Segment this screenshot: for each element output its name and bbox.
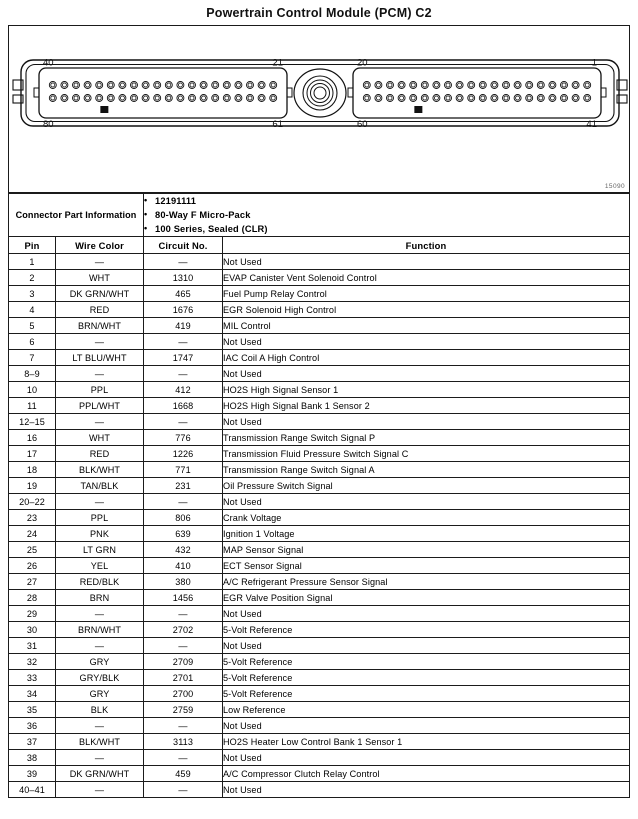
cell-pin: 39 [9, 766, 56, 782]
column-header-function: Function [223, 237, 630, 254]
cell-function: MAP Sensor Signal [223, 542, 630, 558]
cell-color: PPL/WHT [56, 398, 144, 414]
cell-color: PPL [56, 510, 144, 526]
cell-circuit: 1747 [144, 350, 223, 366]
cell-pin: 3 [9, 286, 56, 302]
table-row [9, 606, 630, 622]
cell-circuit: 419 [144, 318, 223, 334]
table-row [9, 462, 630, 478]
cell-color: GRY [56, 654, 144, 670]
cell-function: A/C Refrigerant Pressure Sensor Signal [223, 574, 630, 590]
connector-part-information-row [9, 194, 630, 237]
cell-color: RED [56, 446, 144, 462]
cell-pin: 37 [9, 734, 56, 750]
connector-part-item: • 100 Series, Sealed (CLR) [144, 222, 629, 236]
cell-circuit: 2709 [144, 654, 223, 670]
cell-color: — [56, 782, 144, 798]
table-row [9, 270, 630, 286]
table-row [9, 430, 630, 446]
cell-circuit: — [144, 414, 223, 430]
cell-pin: 17 [9, 446, 56, 462]
cell-function: HO2S High Signal Bank 1 Sensor 2 [223, 398, 630, 414]
cell-function: 5-Volt Reference [223, 670, 630, 686]
cell-color: DK GRN/WHT [56, 766, 144, 782]
connector-illustration [8, 25, 630, 193]
cell-function: Transmission Fluid Pressure Switch Signal C [223, 446, 630, 462]
cell-circuit: — [144, 366, 223, 382]
cell-function: Not Used [223, 414, 630, 430]
cell-function: Not Used [223, 718, 630, 734]
cell-pin: 23 [9, 510, 56, 526]
cell-pin: 1 [9, 254, 56, 270]
cell-color: RED [56, 302, 144, 318]
column-header-pin: Pin [9, 237, 56, 254]
table-header-row [9, 237, 630, 254]
table-row [9, 654, 630, 670]
cell-color: — [56, 638, 144, 654]
cell-function: Transmission Range Switch Signal A [223, 462, 630, 478]
cell-color: BRN/WHT [56, 622, 144, 638]
cell-pin: 12–15 [9, 414, 56, 430]
cell-function: Not Used [223, 638, 630, 654]
cell-color: PNK [56, 526, 144, 542]
cell-circuit: — [144, 750, 223, 766]
cell-circuit: — [144, 638, 223, 654]
cell-pin: 35 [9, 702, 56, 718]
cell-circuit: — [144, 254, 223, 270]
table-row [9, 414, 630, 430]
table-row [9, 254, 630, 270]
cell-function: Not Used [223, 750, 630, 766]
cell-pin: 2 [9, 270, 56, 286]
cell-circuit: — [144, 494, 223, 510]
cell-pin: 25 [9, 542, 56, 558]
cell-function: 5-Volt Reference [223, 686, 630, 702]
pin-label-bottom-right: 41 [586, 119, 597, 130]
cell-color: WHT [56, 430, 144, 446]
cell-function: Oil Pressure Switch Signal [223, 478, 630, 494]
cell-circuit: 771 [144, 462, 223, 478]
table-row [9, 494, 630, 510]
cell-pin: 29 [9, 606, 56, 622]
cell-function: IAC Coil A High Control [223, 350, 630, 366]
column-header-wire-color: Wire Color [56, 237, 144, 254]
cell-circuit: 1310 [144, 270, 223, 286]
cell-function: EVAP Canister Vent Solenoid Control [223, 270, 630, 286]
cell-function: 5-Volt Reference [223, 622, 630, 638]
cell-color: BRN [56, 590, 144, 606]
cell-circuit: — [144, 334, 223, 350]
figure-number: 15090 [604, 183, 625, 190]
cell-color: DK GRN/WHT [56, 286, 144, 302]
cell-color: TAN/BLK [56, 478, 144, 494]
cell-pin: 4 [9, 302, 56, 318]
pin-label-bottom-right: 61 [272, 119, 283, 130]
cell-function: EGR Valve Position Signal [223, 590, 630, 606]
pin-label-top-left: 40 [43, 57, 54, 69]
cell-color: GRY/BLK [56, 670, 144, 686]
cell-function: HO2S High Signal Sensor 1 [223, 382, 630, 398]
cell-pin: 8–9 [9, 366, 56, 382]
cell-color: BLK/WHT [56, 734, 144, 750]
connector-drawing [9, 54, 629, 132]
cell-color: GRY [56, 686, 144, 702]
cell-circuit: — [144, 718, 223, 734]
cell-circuit: 412 [144, 382, 223, 398]
cell-pin: 16 [9, 430, 56, 446]
table-row [9, 382, 630, 398]
cell-pin: 19 [9, 478, 56, 494]
cell-circuit: 465 [144, 286, 223, 302]
cell-circuit: 2702 [144, 622, 223, 638]
cell-circuit: 432 [144, 542, 223, 558]
cell-function: Not Used [223, 334, 630, 350]
cell-color: — [56, 334, 144, 350]
cell-circuit: 231 [144, 478, 223, 494]
table-row [9, 622, 630, 638]
cell-pin: 11 [9, 398, 56, 414]
cell-function: Not Used [223, 606, 630, 622]
cell-circuit: 2759 [144, 702, 223, 718]
cell-color: WHT [56, 270, 144, 286]
cell-color: BRN/WHT [56, 318, 144, 334]
connector-part-information-label: Connector Part Information [9, 194, 144, 237]
pin-label-bottom-left: 60 [357, 119, 368, 130]
cell-function: MIL Control [223, 318, 630, 334]
cell-function: Transmission Range Switch Signal P [223, 430, 630, 446]
cell-circuit: 2700 [144, 686, 223, 702]
cell-pin: 5 [9, 318, 56, 334]
cell-pin: 31 [9, 638, 56, 654]
table-row [9, 558, 630, 574]
cell-circuit: 2701 [144, 670, 223, 686]
table-row [9, 398, 630, 414]
cell-circuit: 3113 [144, 734, 223, 750]
cell-function: Not Used [223, 254, 630, 270]
cell-color: PPL [56, 382, 144, 398]
cell-pin: 33 [9, 670, 56, 686]
table-row [9, 702, 630, 718]
table-row [9, 574, 630, 590]
cell-circuit: 410 [144, 558, 223, 574]
pin-label-top-right: 21 [272, 57, 283, 69]
cell-pin: 28 [9, 590, 56, 606]
cell-function: A/C Compressor Clutch Relay Control [223, 766, 630, 782]
table-row [9, 478, 630, 494]
cell-pin: 7 [9, 350, 56, 366]
cell-pin: 18 [9, 462, 56, 478]
cell-circuit: 806 [144, 510, 223, 526]
cell-pin: 38 [9, 750, 56, 766]
cell-function: Not Used [223, 366, 630, 382]
column-header-circuit-no: Circuit No. [144, 237, 223, 254]
table-row [9, 718, 630, 734]
cell-function: 5-Volt Reference [223, 654, 630, 670]
connector-part-information-list [144, 194, 630, 237]
cell-color: BLK/WHT [56, 462, 144, 478]
table-row [9, 638, 630, 654]
cell-pin: 20–22 [9, 494, 56, 510]
table-row [9, 590, 630, 606]
cell-pin: 26 [9, 558, 56, 574]
table-row [9, 670, 630, 686]
cell-pin: 30 [9, 622, 56, 638]
cell-pin: 24 [9, 526, 56, 542]
cell-circuit: 459 [144, 766, 223, 782]
cell-color: — [56, 718, 144, 734]
cell-function: Low Reference [223, 702, 630, 718]
table-row [9, 334, 630, 350]
table-row [9, 542, 630, 558]
cell-color: LT GRN [56, 542, 144, 558]
cell-function: Not Used [223, 782, 630, 798]
cell-circuit: — [144, 606, 223, 622]
connector-diagram-svg [9, 54, 631, 132]
cell-circuit: 639 [144, 526, 223, 542]
cell-color: RED/BLK [56, 574, 144, 590]
cell-circuit: — [144, 782, 223, 798]
cell-circuit: 1456 [144, 590, 223, 606]
connector-part-item: • 12191111 [144, 194, 629, 208]
cell-pin: 10 [9, 382, 56, 398]
pin-table-body [9, 254, 630, 798]
table-row [9, 526, 630, 542]
table-row [9, 318, 630, 334]
cell-circuit: 380 [144, 574, 223, 590]
cell-circuit: 1676 [144, 302, 223, 318]
cell-function: HO2S Heater Low Control Bank 1 Sensor 1 [223, 734, 630, 750]
cell-pin: 40–41 [9, 782, 56, 798]
cell-color: — [56, 254, 144, 270]
cell-color: — [56, 750, 144, 766]
pin-label-bottom-left: 80 [43, 119, 54, 130]
cell-function: Not Used [223, 494, 630, 510]
cell-color: LT BLU/WHT [56, 350, 144, 366]
cell-color: — [56, 494, 144, 510]
table-row [9, 446, 630, 462]
table-row [9, 350, 630, 366]
cell-function: Ignition 1 Voltage [223, 526, 630, 542]
cell-pin: 32 [9, 654, 56, 670]
cell-function: EGR Solenoid High Control [223, 302, 630, 318]
connector-part-item: • 80-Way F Micro-Pack [144, 208, 629, 222]
pin-label-top-right: 1 [591, 57, 597, 69]
pin-table [8, 193, 630, 798]
cell-color: — [56, 414, 144, 430]
cell-pin: 36 [9, 718, 56, 734]
table-row [9, 782, 630, 798]
cell-function: Fuel Pump Relay Control [223, 286, 630, 302]
cell-pin: 6 [9, 334, 56, 350]
table-row [9, 734, 630, 750]
pin-label-top-left: 20 [357, 57, 368, 69]
cell-color: BLK [56, 702, 144, 718]
cell-color: YEL [56, 558, 144, 574]
table-row [9, 510, 630, 526]
cell-circuit: 776 [144, 430, 223, 446]
cell-pin: 27 [9, 574, 56, 590]
page-title: Powertrain Control Module (PCM) C2 [206, 6, 432, 20]
table-row [9, 302, 630, 318]
cell-circuit: 1226 [144, 446, 223, 462]
cell-function: Crank Voltage [223, 510, 630, 526]
table-row [9, 366, 630, 382]
cell-pin: 34 [9, 686, 56, 702]
table-row [9, 286, 630, 302]
cell-function: ECT Sensor Signal [223, 558, 630, 574]
table-row [9, 750, 630, 766]
table-row [9, 686, 630, 702]
cell-color: — [56, 606, 144, 622]
table-row [9, 766, 630, 782]
cell-color: — [56, 366, 144, 382]
cell-circuit: 1668 [144, 398, 223, 414]
